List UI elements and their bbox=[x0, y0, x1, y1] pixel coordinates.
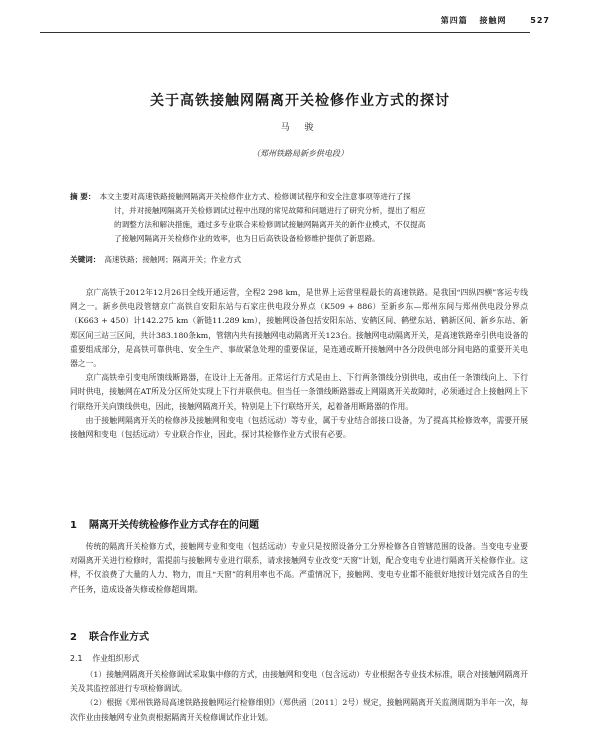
running-head bbox=[433, 15, 550, 26]
section-number: 2 bbox=[70, 632, 77, 643]
paragraph: 传统的隔离开关检修方式，接触网专业和变电（包括远动）专业只是按照设备分工分界检修各自管辖范围的设备。当变电专业要对隔离开关进行检修时，需提前与接触网专业进行联系，请求接触网专业改变“天窗”计划，配合变电专业进行隔离开关检修作业。这样，不仅浪费了大量的人力、物力，而且“天窗”的利用率也不高。严重情况下，接触网、变电专业都不能很好地按计划完成各自的生产任务，造成设备失修或检修超周期。 bbox=[70, 542, 528, 594]
abstract-line: 本文主要对高速铁路接触网隔离开关检修作业方式、检修调试程序和安全注意事项等进行了探 bbox=[99, 192, 411, 201]
affiliation: （郑州铁路局新乡供电段） bbox=[252, 149, 348, 158]
subsection-title: 作业组织形式 bbox=[92, 654, 140, 663]
page-number: 527 bbox=[530, 16, 550, 25]
section-2-body bbox=[70, 668, 528, 725]
abstract bbox=[70, 190, 525, 246]
abstract-line: 讨，并对接触网隔离开关检修调试过程中出现的常见故障和问题进行了研究分析，提出了相应 bbox=[114, 206, 426, 215]
running-head-topic: 接触网 bbox=[479, 16, 507, 25]
paragraph: 由于接触网隔离开关的检修涉及接触网和变电（包括远动）等专业，属于专业结合部接口设备，为了提高其检修效率，需要开展接触网和变电（包括远动）专业联合作业，因此，探讨其检修作业方式很有必要。 bbox=[70, 415, 528, 440]
section-number: 1 bbox=[70, 520, 77, 531]
paragraph: （1）接触网隔离开关检修调试采取集中修的方式，由接触网和变电（包含远动）专业根据各专业技术标准，联合对接触网隔离开关及其监控部进行专项检修调试。 bbox=[70, 670, 528, 694]
author: 马 骏 bbox=[280, 123, 320, 133]
subsection-heading bbox=[70, 653, 139, 664]
section-1-body bbox=[70, 540, 528, 597]
subsection-number: 2.1 bbox=[70, 654, 83, 663]
abstract-line: 的调整方法和解决措施，通过多专业联合来检修调试接触网隔离开关的新作业模式，不仅提高 bbox=[114, 220, 426, 229]
header-rule bbox=[40, 32, 530, 33]
section-title: 隔离开关传统检修作业方式存在的问题 bbox=[88, 520, 259, 531]
keywords-text: 高速铁路；接触网；隔离开关；作业方式 bbox=[104, 255, 242, 264]
section-heading bbox=[70, 628, 149, 643]
paragraph: 京广高铁牵引变电所馈线断路器，在设计上无备用。正常运行方式是由上、下行两条馈线分别供电，或由任一条馈线向上、下行同时供电，接触网在AT所及分区所处实现上下行并联供电。但当任一条馈线断路器或上网隔离开关故障时，必须通过合上接触网上下行联络开关向馈线供电，因此，接触网隔离开关，特别是上下行联络开关，起着备用断路器的作用。 bbox=[70, 373, 528, 411]
keywords-label: 关键词： bbox=[70, 255, 101, 264]
section-title: 联合作业方式 bbox=[88, 632, 149, 643]
paper-title: 关于高铁接触网隔离开关检修作业方式的探讨 bbox=[150, 93, 450, 109]
paragraph: （2）根据《郑州铁路局高速铁路接触网运行检修细则》（郑供函〔2011〕2号）规定，接触网隔离开关监测周期为半年一次，每次作业由接触网专业负责根据隔离开关检修调试作业计划。 bbox=[70, 698, 528, 722]
keywords bbox=[70, 254, 525, 265]
abstract-line: 了接触网隔离开关检修作业的效率，也为日后高铁设备检修维护提供了新思路。 bbox=[114, 234, 380, 243]
running-head-chapter: 第四篇 bbox=[440, 16, 468, 25]
paragraph: 京广高铁于2012年12月26日全线开通运营，全程2 298 km，是世界上运营里程最长的高速铁路。是我国“四纵四横”客运专线网之一。新乡供电段管辖京广高铁自安阳东站与石家庄供电段分界点（K509 + 886）至新乡东—郑州东间与郑州供电段分界点（K663 + 450）计142.275 km（新链11.289 km），接触网设备包括安阳东站、安鹤区间、鹤壁东站、鹤新区间、新乡东站、新郑区间三站三区间，共计383.180条km，管辖内共有接触网电动隔离开关123台。接触网电动隔离开关，是高速铁路牵引供电设备的重要组成部分，是高铁可靠供电、安全生产、事故紧急处理的重要保证，是连通或断开接触网中各分段供电部分间电路的重要开关电器之一。 bbox=[70, 288, 528, 369]
abstract-label: 摘 要： bbox=[70, 192, 96, 201]
section-heading bbox=[70, 516, 259, 531]
intro-body bbox=[70, 286, 528, 442]
